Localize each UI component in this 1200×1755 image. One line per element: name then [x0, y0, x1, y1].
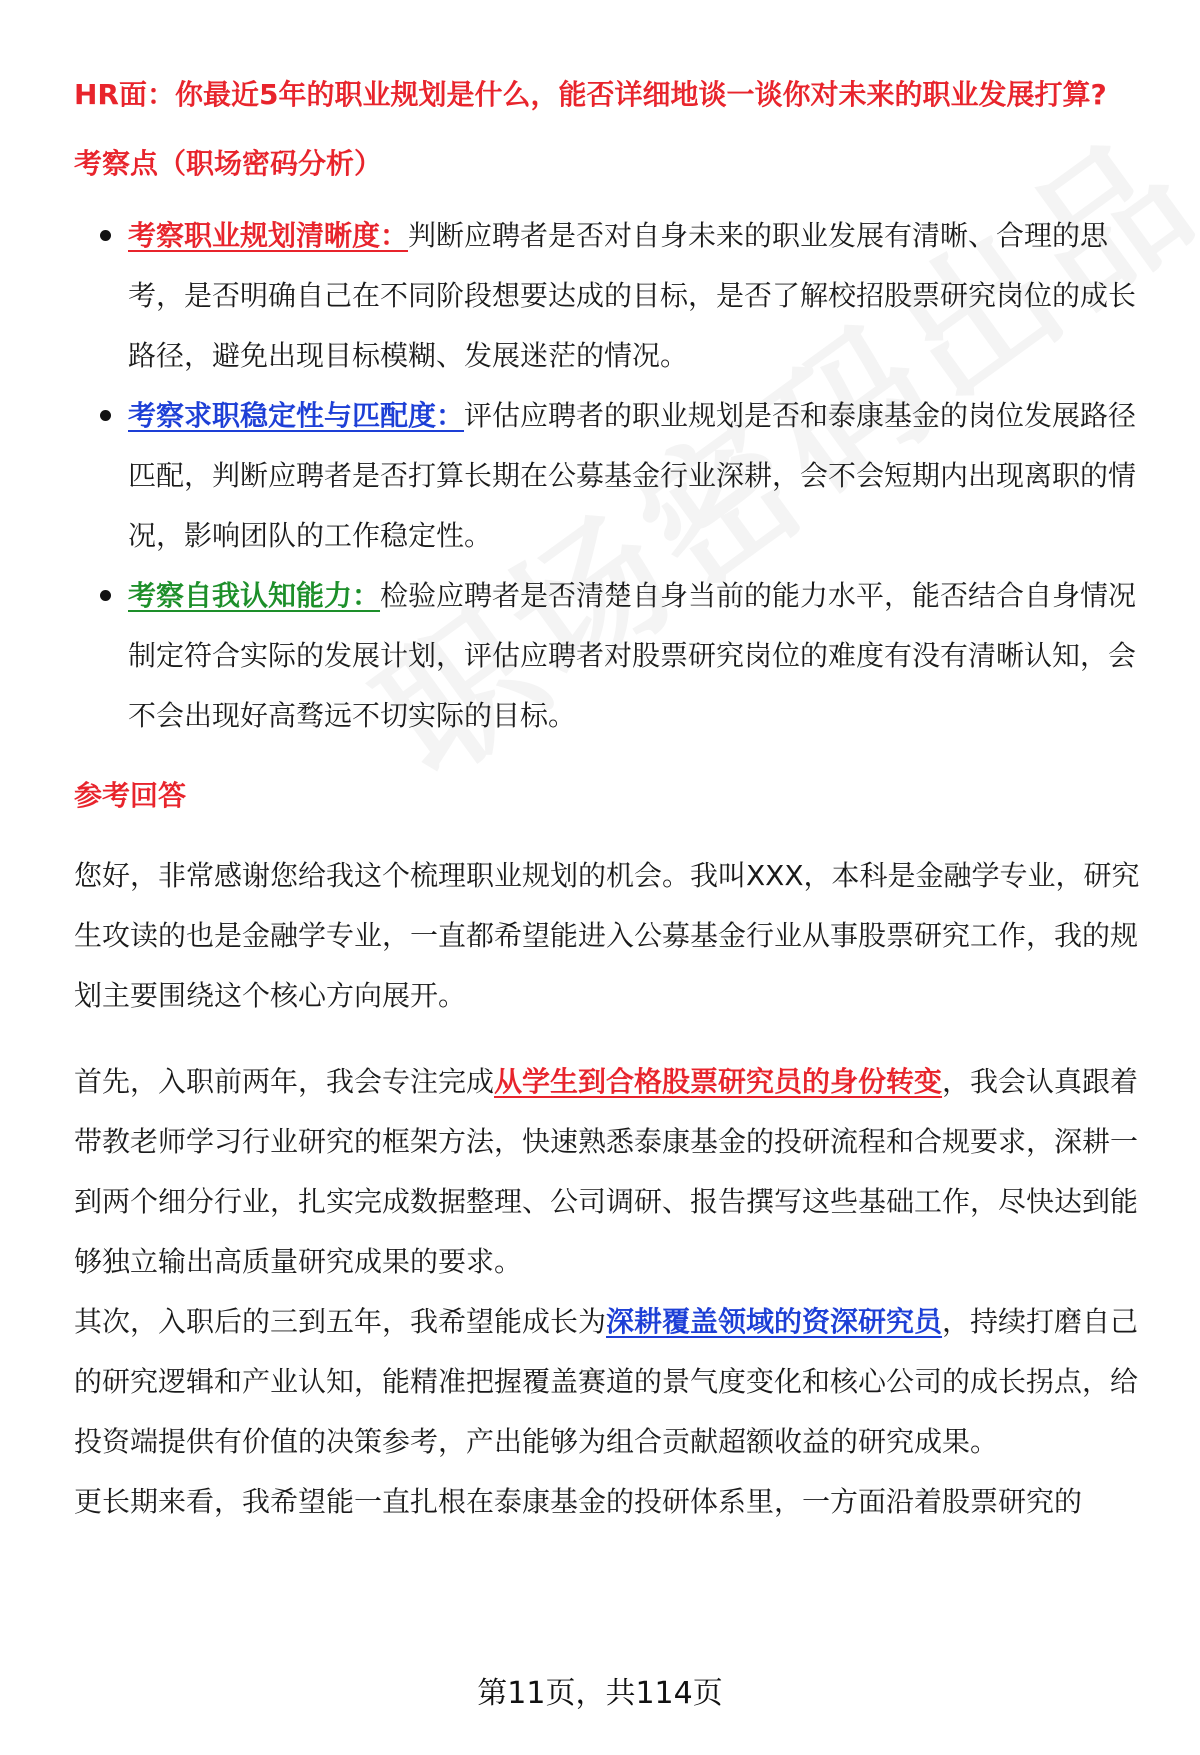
list-item	[74, 206, 1146, 386]
point-keyword: 考察职业规划清晰度：	[128, 219, 409, 252]
question-title: HR面：你最近5年的职业规划是什么，能否详细地谈一谈你对未来的职业发展打算?	[74, 78, 1107, 111]
point-text: 判断应聘者是否对自身未来的职业发展有清晰、合理的思考，是否明确自己在不同阶段想要达成的目标，是否了解校招股票研究岗位的成长路径，避免出现目标模糊、发展迷茫的情况。	[128, 219, 1137, 372]
analysis-points	[74, 206, 1146, 746]
paragraph-text: 其次，入职后的三到五年，我希望能成长为	[74, 1305, 607, 1338]
analysis-heading: 考察点（职场密码分析）	[74, 147, 383, 180]
answer-paragraph-1	[74, 1052, 1146, 1292]
point-keyword: 考察自我认知能力：	[128, 579, 381, 612]
answer-intro: 您好，非常感谢您给我这个梳理职业规划的机会。我叫XXX，本科是金融学专业，研究生攻读的也是金融学专业，一直都希望能进入公募基金行业从事股票研究工作，我的规划主要围绕这个核心方向展开。	[74, 859, 1140, 1012]
bullet-icon	[100, 410, 111, 421]
list-item	[74, 386, 1146, 566]
answer-paragraph-2	[74, 1292, 1146, 1472]
paragraph-text: ，我会认真跟着带教老师学习行业研究的框架方法，快速熟悉泰康基金的投研流程和合规要求，深耕一到两个细分行业，扎实完成数据整理、公司调研、报告撰写这些基础工作，尽快达到能够独立输出高质量研究成果的要求。	[74, 1065, 1139, 1278]
answer-paragraph-3: 更长期来看，我希望能一直扎根在泰康基金的投研体系里，一方面沿着股票研究的	[74, 1485, 1083, 1518]
paragraph-text: 首先，入职前两年，我会专注完成	[74, 1065, 495, 1098]
page-number: 第11页，共114页	[477, 1676, 723, 1711]
point-text: 评估应聘者的职业规划是否和泰康基金的岗位发展路径匹配，判断应聘者是否打算长期在公募基金行业深耕，会不会短期内出现离职的情况，影响团队的工作稳定性。	[128, 399, 1137, 552]
bullet-icon	[100, 230, 111, 241]
content	[74, 74, 1146, 1532]
paragraph-text: ，持续打磨自己的研究逻辑和产业认知，能精准把握覆盖赛道的景气度变化和核心公司的成长拐点，给投资端提供有价值的决策参考，产出能够为组合贡献超额收益的研究成果。	[74, 1305, 1139, 1458]
highlight-text: 深耕覆盖领域的资深研究员	[606, 1305, 943, 1338]
point-keyword: 考察求职稳定性与匹配度：	[128, 399, 465, 432]
answer-heading: 参考回答	[74, 779, 187, 812]
highlight-text: 从学生到合格股票研究员的身份转变	[494, 1065, 943, 1098]
list-item	[74, 566, 1146, 746]
point-text: 检验应聘者是否清楚自身当前的能力水平，能否结合自身情况制定符合实际的发展计划，评估应聘者对股票研究岗位的难度有没有清晰认知，会不会出现好高骛远不切实际的目标。	[128, 579, 1137, 732]
bullet-icon	[100, 590, 111, 601]
